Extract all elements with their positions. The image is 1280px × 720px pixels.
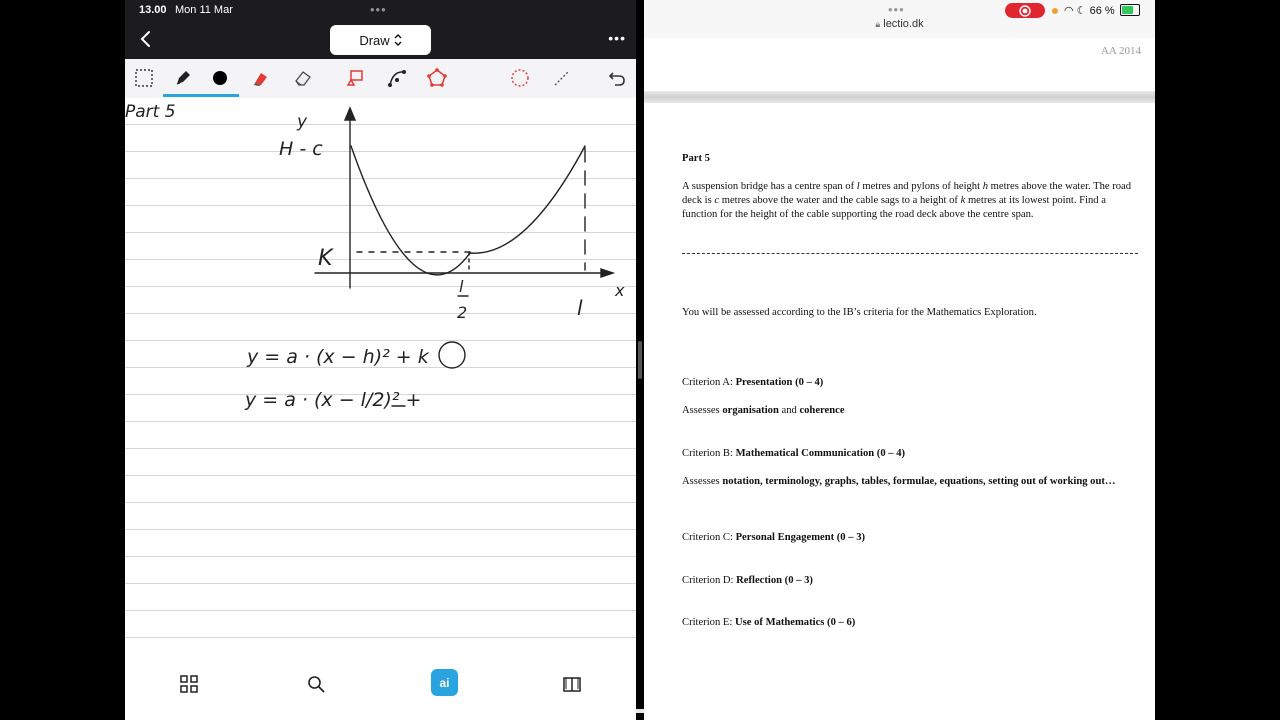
criterion-e: Criterion E: Use of Mathematics (0 – 6) [682,617,856,628]
record-icon [1019,5,1031,17]
chevron-left-icon [137,29,155,49]
label-end: l [577,296,583,320]
lasso-tool-button[interactable] [129,63,159,93]
color-dot-icon [210,68,230,88]
shape-tool-button[interactable] [340,63,370,93]
axis-y-label: y [297,112,308,132]
back-button[interactable] [137,29,155,49]
label-top: H - c [279,138,323,160]
browser-pane [644,0,1155,720]
notes-header [125,0,636,59]
selection-rect-icon [134,68,154,88]
active-tool-indicator [163,94,239,97]
chevron-updown-icon [394,34,402,46]
grid-view-button[interactable] [178,673,200,695]
bezier-curve-icon [387,68,407,88]
polygon-tool-button[interactable] [422,63,452,93]
label-mid-num: l [459,277,464,296]
status-icons [1064,4,1115,17]
mode-label: Draw [359,32,390,48]
pdf-page [644,103,1155,720]
grid-icon [180,675,198,693]
shape-icon [345,68,365,88]
mode-selector-button[interactable] [330,25,431,55]
search-icon [307,675,325,693]
library-button[interactable] [561,673,583,695]
multitasking-dots-icon[interactable]: ••• [370,2,387,17]
moon-icon: ☾ [1076,5,1087,17]
eraser-tool-button[interactable] [288,63,318,93]
problem-text: A suspension bridge has a centre span of l metres and pylons of height h metres above the water. The road deck is c metres above the water and the cable sags to a height of k metres at its lowest point. Find a function for the height of the cable supporting the road deck above the centre span. [682,181,1132,220]
polygon-icon [427,68,447,88]
split-view-handle[interactable] [638,341,642,379]
criterion-a: Criterion A: Presentation (0 – 4) [682,377,824,388]
url-bar[interactable] [644,18,1155,30]
more-options-button[interactable]: ••• [608,30,626,46]
assessment-intro: You will be assessed according to the IB’s criteria for the Mathematics Exploration. [682,307,1037,318]
curve-tool-button[interactable] [382,63,412,93]
circle-select-tool-button[interactable] [505,63,535,93]
wifi-icon: ◠ [1064,5,1074,17]
criterion-c: Criterion C: Personal Engagement (0 – 3) [682,532,866,543]
ai-label: ai [439,675,450,690]
handwritten-graph [125,98,636,655]
battery-icon [1120,4,1140,16]
dashed-circle-icon [510,68,530,88]
status-time: 13.00 [139,4,167,16]
undo-button[interactable] [602,63,632,93]
criterion-a-desc: Assesses organisation and coherence [682,405,845,416]
ai-assistant-button[interactable] [431,669,458,696]
color-black-button[interactable] [205,63,235,93]
pen-icon [173,68,193,88]
lock-icon: 🔒︎ [875,19,881,29]
notes-app [125,0,636,720]
microphone-indicator-dot [1052,8,1058,14]
axis-x-label: x [615,281,625,300]
dashed-separator [682,253,1138,254]
drawing-toolbar [125,59,636,99]
criterion-b: Criterion B: Mathematical Communication (0 – 4) [682,448,906,459]
label-k: K [318,246,333,271]
battery-fill [1122,6,1133,14]
search-button[interactable] [305,673,327,695]
page-separator [644,91,1155,103]
highlighter-tool-button[interactable] [247,63,277,93]
dotted-line-icon [552,68,572,88]
pdf-page-previous [644,38,1155,91]
home-indicator[interactable] [505,709,775,713]
notes-heading: Part 5 [125,102,176,122]
part-title: Part 5 [682,153,710,164]
screen-recording-indicator[interactable] [1005,3,1045,18]
multitasking-dots-icon[interactable]: ••• [888,2,905,17]
pen-tool-button[interactable] [168,63,198,93]
equation-1: y = a · (x − h)² + k [247,346,429,368]
eraser-icon [293,68,313,88]
line-tool-button[interactable] [547,63,577,93]
undo-icon [607,68,627,88]
browser-header [644,0,1155,39]
battery-percent: 66 % [1089,5,1115,17]
criterion-b-desc: Assesses notation, terminology, graphs, tables, formulae, equations, setting out of working out… [682,476,1116,487]
criterion-d: Criterion D: Reflection (0 – 3) [682,575,813,586]
equation-2: y = a · (x − l/2)² + [245,389,422,411]
url-text: lectio.dk [883,18,924,30]
handwriting-canvas[interactable] [125,98,636,655]
page-header-label: AA 2014 [1100,45,1141,57]
highlighter-icon [252,68,272,88]
book-icon [562,675,582,693]
status-date: Mon 11 Mar [175,4,233,16]
label-mid-den: 2 [457,303,468,322]
